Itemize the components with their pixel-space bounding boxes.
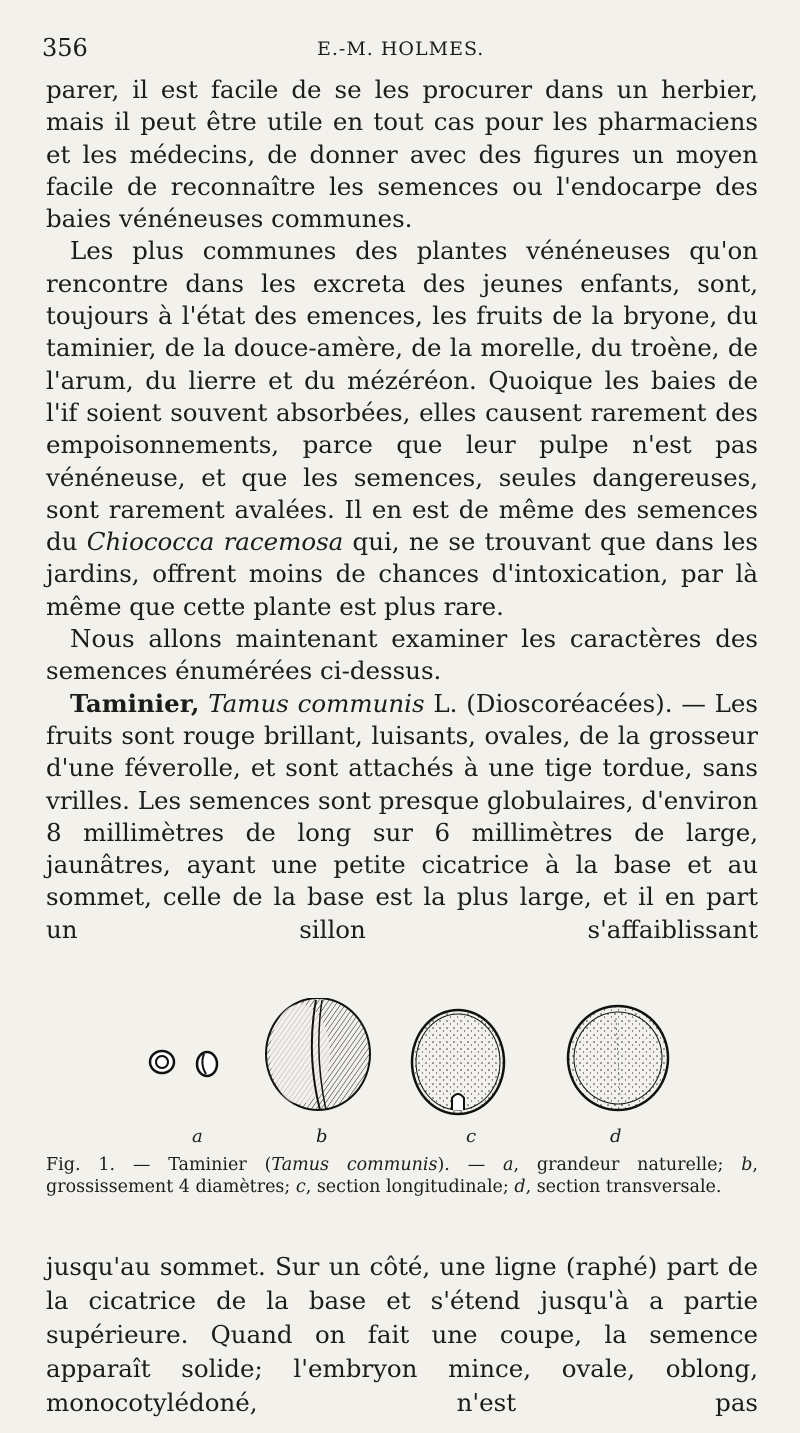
paragraph-text: Les plus communes des plantes vénéneuses qu'on rencontre dans les excreta des jeunes enfants, sont, toujours à l'état des emences, les fruits de la bryone, du taminier, de la douce-amère, de la morelle, du troène, de l'arum, du lierre et du mézéréon. Quoique les baies de l'if soient souvent absorbées, elles causent rarement des empoisonnements, parce que leur pulpe n'est pas vénéneuse, et que les semences, seules dangereuses, sont rarement avalées. Il en est de même des semences du [46, 236, 758, 557]
caption-letter: b [741, 1155, 753, 1175]
paragraph-examine: Nous allons maintenant examiner les caractères des semences énumérées ci-dessus. [46, 624, 758, 686]
species-name: Tamus communis [271, 1155, 438, 1175]
body-text-continuation [46, 1250, 758, 1420]
paragraph-continuation: jusqu'au sommet. Sur un côté, une ligne (raphé) part de la cicatrice de la base et s'étend jusqu'à a partie supérieure. Quand on fait une coupe, la semence apparaît solide; l'embryon mince, ovale, oblong, monocotylédoné, n'est pas [46, 1252, 758, 1417]
caption-text: Fig. 1. — Taminier ( [46, 1155, 272, 1175]
caption-text: ). — [437, 1155, 504, 1175]
seed-illustration [130, 998, 690, 1128]
caption-text: , section transversale. [525, 1177, 722, 1197]
entry-heading: Taminier, [70, 688, 200, 718]
caption-letter: c [295, 1177, 306, 1197]
figure-seeds [130, 998, 690, 1146]
running-head: E.-M. HOLMES. [317, 38, 485, 60]
seed-b-magnified [266, 998, 370, 1110]
page-number: 356 [42, 34, 88, 62]
figure-label-b: b [316, 1126, 328, 1147]
paragraph-intro: parer, il est facile de se les procurer dans un herbier, mais il peut être utile en tout cas pour les pharmaciens et les médecins, de donner avec des figures un moyen facile de reconnaître les semences ou l'endocarpe des baies vénéneuses communes. [46, 75, 758, 234]
caption-letter: a [503, 1155, 514, 1175]
paragraph-text: L. (Dioscoréacées). — Les fruits sont rouge brillant, luisants, ovales, de la grosseur d'une féverolle, et sont attachés à une tige tordue, sans vrilles. Les semences sont presque globulaires, d'environ 8 millimètres de long sur 6 millimètres de large, jaunâtres, ayant une petite cicatrice à la base et au sommet, celle de la base est la plus large, et il en part un sillon s'affaiblissant [46, 688, 758, 944]
caption-text: , section longitudinale; [305, 1177, 515, 1197]
caption-text: , grandeur naturelle; [513, 1155, 742, 1175]
seed-a-natural-size [150, 1051, 217, 1076]
paragraph-common-plants [46, 235, 758, 623]
figure-label-c: c [466, 1126, 477, 1147]
caption-letter: d [514, 1177, 526, 1197]
figure-label-a: a [192, 1126, 203, 1147]
page-header [42, 34, 762, 68]
seed-c-longitudinal-section [412, 1010, 504, 1114]
species-name: Chiococca racemosa [86, 527, 344, 557]
paragraph-text: qui, ne se trouvant que dans les jardins, offrent moins de chances d'intoxication, par là même que cette plante est plus rare. [46, 527, 759, 621]
body-text [46, 74, 758, 946]
paragraph-taminier [46, 688, 758, 946]
seed-d-transverse-section [568, 1006, 668, 1110]
figure-caption [46, 1154, 758, 1198]
figure-label-d: d [610, 1126, 622, 1147]
caption-text: , grossissement 4 diamètres; [46, 1155, 758, 1197]
species-name: Tamus communis [208, 688, 425, 718]
